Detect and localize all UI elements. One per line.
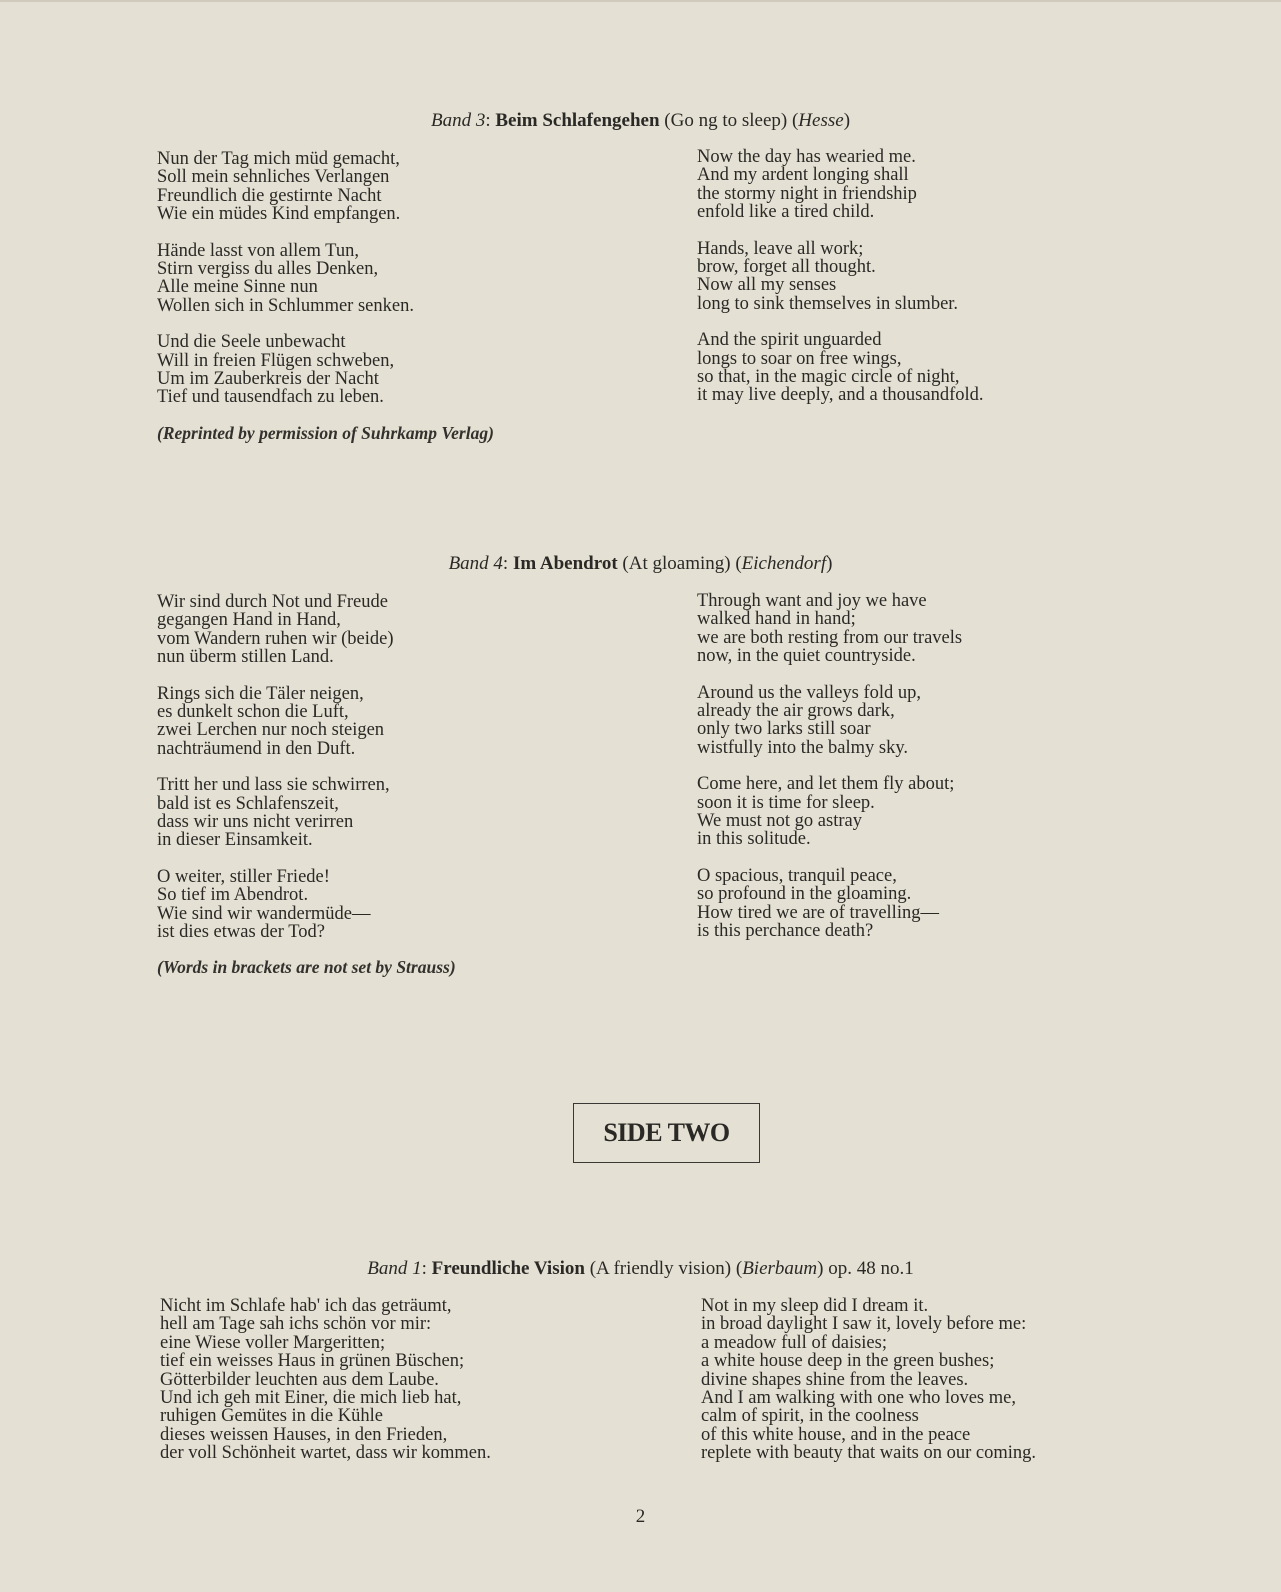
band3-song-title: Beim Schlafengehen bbox=[495, 110, 660, 131]
poem-line: already the air grows dark, bbox=[697, 701, 895, 722]
stanza bbox=[697, 592, 962, 666]
band3-poet: Hesse bbox=[798, 110, 844, 131]
poem-line: Wollen sich in Schlummer senken. bbox=[157, 295, 414, 316]
poem-line: And I am walking with one who loves me, bbox=[701, 1388, 1016, 1409]
poem-line: Und die Seele unbewacht bbox=[157, 332, 346, 353]
stanza bbox=[157, 242, 414, 316]
poem-line: Come here, and let them fly about; bbox=[697, 774, 955, 795]
poem-line: gegangen Hand in Hand, bbox=[157, 610, 341, 631]
band4-brackets-note: (Words in brackets are not set by Strauss) bbox=[157, 957, 456, 977]
poem-line: Soll mein sehnliches Verlangen bbox=[157, 167, 390, 188]
poem-line: so profound in the gloaming. bbox=[697, 884, 912, 905]
poem-line: Now the day has wearied me. bbox=[697, 147, 916, 167]
stanza bbox=[160, 1297, 491, 1463]
side2-band1-opus: op. 48 no.1 bbox=[828, 1258, 914, 1279]
poem-line: O weiter, stiller Friede! bbox=[157, 866, 330, 887]
poem-line: Wie sind wir wandermüde— bbox=[157, 903, 371, 924]
stanza bbox=[157, 868, 394, 942]
stanza bbox=[697, 775, 962, 849]
poem-line: Hände lasst von allem Tun, bbox=[157, 240, 359, 261]
poem-line: eine Wiese voller Margeritten; bbox=[160, 1332, 386, 1353]
stanza bbox=[697, 867, 962, 941]
poem-line: And my ardent longing shall bbox=[697, 165, 909, 186]
poem-line: wistfully into the balmy sky. bbox=[697, 737, 909, 758]
poem-line: Wie ein müdes Kind empfangen. bbox=[157, 204, 401, 225]
band4-english-text bbox=[697, 592, 962, 941]
stanza bbox=[697, 240, 984, 314]
stanza bbox=[157, 150, 414, 224]
band4-poet: Eichendorf bbox=[741, 553, 827, 574]
poem-line: So tief im Abendrot. bbox=[157, 885, 309, 906]
band3-number: Band 3 bbox=[430, 110, 486, 131]
poem-line: in dieser Einsamkeit. bbox=[157, 830, 313, 851]
poem-line: O spacious, tranquil peace, bbox=[697, 865, 897, 886]
poem-line: a white house deep in the green bushes; bbox=[701, 1351, 995, 1372]
side-two-box bbox=[573, 1103, 760, 1163]
poem-line: it may live deeply, and a thousandfold. bbox=[697, 385, 984, 406]
poem-line: divine shapes shine from the leaves. bbox=[701, 1369, 969, 1390]
poem-line: Stirn vergiss du alles Denken, bbox=[157, 259, 379, 280]
side2-band1-song-title: Freundliche Vision bbox=[431, 1258, 585, 1279]
poem-line: the stormy night in friendship bbox=[697, 183, 917, 204]
poem-line: Through want and joy we have bbox=[697, 591, 927, 611]
poem-line: Götterbilder leuchten aus dem Laube. bbox=[160, 1369, 439, 1390]
poem-line: vom Wandern ruhen wir (beide) bbox=[157, 628, 394, 649]
top-edge-rule bbox=[0, 0, 1281, 2]
poem-line: calm of spirit, in the coolness bbox=[701, 1406, 919, 1427]
poem-line: Alle meine Sinne nun bbox=[157, 277, 318, 298]
side-two-label: SIDE TWO bbox=[603, 1118, 730, 1147]
band3-heading: Band 3: Beim Schlafengehen (Go ng to sleep) (Hesse) bbox=[430, 110, 851, 131]
poem-line: es dunkelt schon die Luft, bbox=[157, 702, 349, 723]
stanza bbox=[157, 776, 394, 850]
poem-line: ist dies etwas der Tod? bbox=[157, 922, 325, 943]
poem-line: only two larks still soar bbox=[697, 719, 871, 740]
poem-line: Und ich geh mit Einer, die mich lieb hat, bbox=[160, 1388, 462, 1409]
poem-line: hell am Tage sah ichs schön vor mir: bbox=[160, 1314, 432, 1335]
band3-german-text bbox=[157, 150, 414, 407]
poem-line: enfold like a tired child. bbox=[697, 202, 875, 223]
poem-line: dieses weissen Hauses, in den Frieden, bbox=[160, 1424, 448, 1445]
poem-line: We must not go astray bbox=[697, 811, 862, 832]
band4-translation: (At gloaming) bbox=[622, 553, 731, 574]
poem-line: Now all my senses bbox=[697, 275, 837, 296]
band4-number: Band 4 bbox=[448, 553, 503, 574]
side2-band1-translation: (A friendly vision) bbox=[589, 1258, 732, 1279]
side2-band1-number: Band 1 bbox=[367, 1258, 422, 1279]
stanza bbox=[157, 685, 394, 759]
poem-line: of this white house, and in the peace bbox=[701, 1424, 971, 1445]
poem-line: soon it is time for sleep. bbox=[697, 792, 875, 813]
poem-line: Nun der Tag mich müd gemacht, bbox=[157, 149, 400, 169]
poem-line: longs to soar on free wings, bbox=[697, 348, 902, 369]
band3-permission-note: (Reprinted by permission of Suhrkamp Verlag) bbox=[157, 423, 494, 443]
poem-line: Nicht im Schlafe hab' ich das geträumt, bbox=[160, 1296, 452, 1316]
side2-band1-english-text bbox=[701, 1297, 1036, 1463]
band3-translation: (Go ng to sleep) bbox=[664, 110, 788, 131]
poem-line: dass wir uns nicht verirren bbox=[157, 812, 354, 833]
side2-band1-poet: Bierbaum bbox=[742, 1258, 818, 1279]
poem-line: nachträumend in den Duft. bbox=[157, 738, 356, 759]
poem-line: Tritt her und lass sie schwirren, bbox=[157, 775, 390, 796]
poem-line: a meadow full of daisies; bbox=[701, 1332, 887, 1353]
side2-band1-heading: Band 1: Freundliche Vision (A friendly vision) (Bierbaum) op. 48 no.1 bbox=[367, 1258, 914, 1279]
poem-line: zwei Lerchen nur noch steigen bbox=[157, 720, 385, 741]
poem-line: Will in freien Flügen schweben, bbox=[157, 350, 395, 371]
stanza bbox=[697, 148, 984, 222]
band4-heading: Band 4: Im Abendrot (At gloaming) (Eichendorf) bbox=[448, 553, 833, 574]
poem-line: How tired we are of travelling— bbox=[697, 902, 939, 923]
poem-line: in this solitude. bbox=[697, 829, 811, 850]
poem-line: bald ist es Schlafenszeit, bbox=[157, 793, 339, 814]
poem-line: brow, forget all thought. bbox=[697, 257, 876, 278]
poem-line: Around us the valleys fold up, bbox=[697, 682, 922, 703]
poem-line: so that, in the magic circle of night, bbox=[697, 367, 960, 388]
poem-line: tief ein weisses Haus in grünen Büschen; bbox=[160, 1351, 465, 1372]
poem-line: is this perchance death? bbox=[697, 921, 874, 942]
poem-line: ruhigen Gemütes in die Kühle bbox=[160, 1406, 383, 1427]
poem-line: der voll Schönheit wartet, dass wir kommen. bbox=[160, 1443, 491, 1464]
poem-line: Hands, leave all work; bbox=[697, 238, 864, 259]
poem-line: we are both resting from our travels bbox=[697, 627, 963, 648]
poem-line: now, in the quiet countryside. bbox=[697, 646, 916, 667]
stanza bbox=[697, 684, 962, 758]
poem-line: Rings sich die Täler neigen, bbox=[157, 683, 364, 704]
stanza bbox=[157, 593, 394, 667]
page-number: 2 bbox=[635, 1506, 646, 1527]
poem-line: Not in my sleep did I dream it. bbox=[701, 1296, 929, 1316]
stanza bbox=[697, 331, 984, 405]
poem-line: Wir sind durch Not und Freude bbox=[157, 592, 388, 612]
poem-line: Tief und tausendfach zu leben. bbox=[157, 387, 384, 408]
poem-line: Freundlich die gestirnte Nacht bbox=[157, 185, 382, 206]
poem-line: walked hand in hand; bbox=[697, 609, 856, 630]
stanza bbox=[701, 1297, 1036, 1463]
poem-line: Um im Zauberkreis der Nacht bbox=[157, 369, 379, 390]
poem-line: nun überm stillen Land. bbox=[157, 647, 334, 668]
poem-line: And the spirit unguarded bbox=[697, 330, 882, 351]
poem-line: replete with beauty that waits on our coming. bbox=[701, 1443, 1036, 1464]
band4-german-text bbox=[157, 593, 394, 942]
side2-band1-german-text bbox=[160, 1297, 491, 1463]
stanza bbox=[157, 333, 414, 407]
band4-song-title: Im Abendrot bbox=[512, 553, 618, 574]
poem-line: long to sink themselves in slumber. bbox=[697, 293, 959, 314]
band3-english-text bbox=[697, 148, 984, 405]
poem-line: in broad daylight I saw it, lovely before me: bbox=[701, 1314, 1027, 1335]
